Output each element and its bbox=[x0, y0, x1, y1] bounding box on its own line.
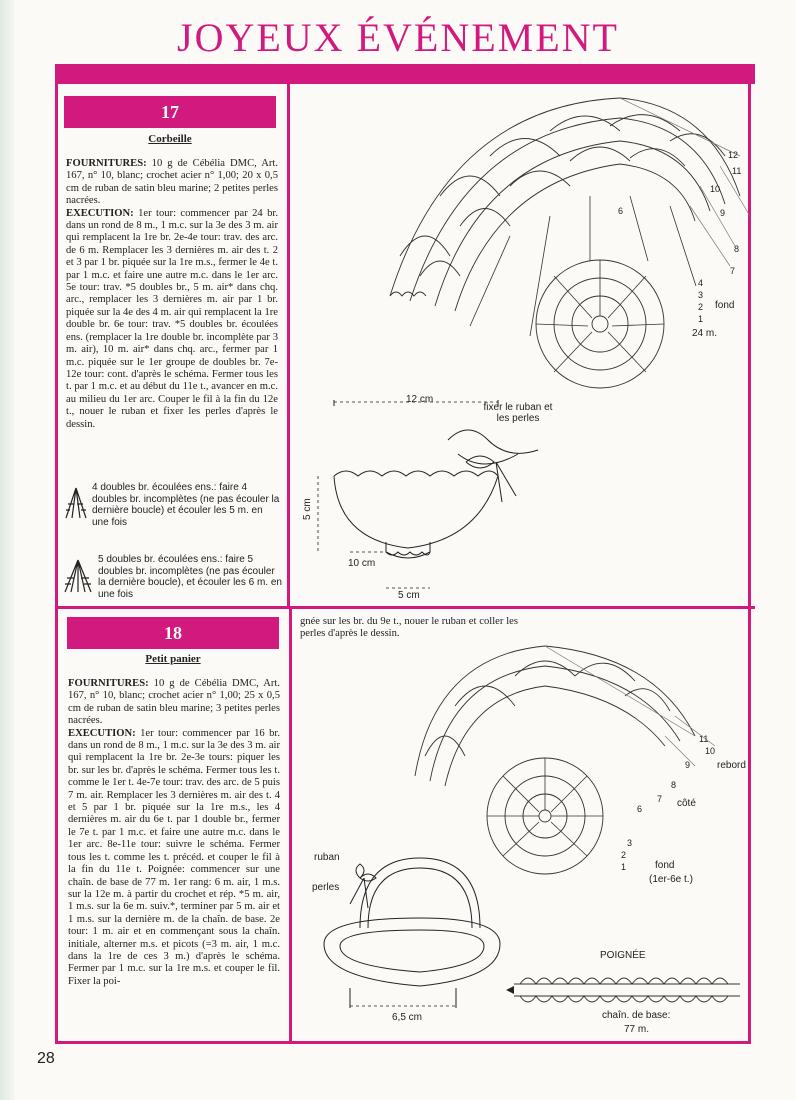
round-label: 6 bbox=[637, 804, 643, 814]
round-label: 10 bbox=[705, 746, 716, 756]
cote-label: côté bbox=[677, 798, 696, 809]
pattern-18-number: 18 bbox=[67, 617, 279, 649]
round-label: 8 bbox=[671, 780, 677, 790]
supplies-label: FOURNITURES: bbox=[68, 678, 149, 689]
supplies-text: 10 g de Cébélia DMC, Art. 167, n° 10, blanc; crochet acier n° 1,00; 20 x 0,5 cm de ruban de satin bleu marine; 2 petites perles nacrées. bbox=[66, 158, 278, 207]
round-label: 8 bbox=[734, 244, 740, 254]
fond-label: fond bbox=[715, 300, 735, 311]
round-label: 9 bbox=[720, 208, 726, 218]
execution-text: 1er tour: commencer par 24 br. dans un rond de 8 m., 1 m.c. sur la 3e des 3 m. air qui remplacent la 1re br. 2e-4e tour: trav. des arc. de 6 m. Remplacer les 3 dernières m. air des t. 2 et 3 par 1 br. piquée sur la 1re m.s., fermer le 4e t. par 1 m.c. et faire une autre m.c. dans le 1er arc. 5e tour: trav. *5 doubles br., 5 m. air* dans chq. arc., remplacer les 3 dernières m. air par 1 br. piquée sur la 4e des 4 m. air qui remplacent la 1re double br. 6e tour: trav. *5 doubles br. écoulées ens. (remplacer la 1re double br. incomplète par 3 m. air), 10 m. air* dans chq. arc., fermer par 1 m.c. piquée sur le 1er groupe de doubles br. 7e-12e tour: cont. d'après le schéma. Fermer tous les t. par 1 m.c. et au début du 11e t., avancer en m.c. au milieu du 1er arc. Couper le fil à la fin du 12e t., nouer le ruban et fixer les perles d'après le dessin. bbox=[66, 207, 278, 430]
pattern-17-instructions bbox=[66, 158, 278, 431]
pattern-18-continuation: gnée sur les br. du 9e t., nouer le ruban et coller les perles d'après le dessin. bbox=[300, 616, 518, 640]
round-label: 10 bbox=[710, 184, 721, 194]
round-label: 2 bbox=[698, 302, 704, 312]
round-label: 1 bbox=[698, 314, 704, 324]
round-label: 7 bbox=[657, 794, 663, 804]
handle-title: POIGNÉE bbox=[600, 950, 646, 961]
execution-label: EXECUTION: bbox=[68, 727, 136, 739]
ribbon-note: fixer le ruban et les perles bbox=[483, 402, 553, 424]
handle-chart bbox=[500, 944, 752, 1040]
fond-label: fond bbox=[655, 860, 675, 871]
pattern-17-number: 17 bbox=[64, 96, 276, 128]
execution-text: 1er tour: commencer par 16 br. dans un rond de 8 m., 1 m.c. sur la 3e des 3 m. air qui remplacent la 1re br. 2e-3e tours: piquer les br. sur les br. d'après le schéma. Fermer tous les t. comme le 1er t. 4e-7e tour: trav. des arc. de 5 puis 7 m. air. Remplacer les 3 dernières m. air des t. 4 et 5 par 1 br. piquée sur la 1re m.s., les 4 dernières m. air du 6e t. par 1 double br., fermer le 7e t. par 1 m.c. et faire une autre m.c. dans le 1er arc. 8e-11e tour: suivre le schéma. Fermer tous les t. comme les t. précéd. et couper le fil à la fin du 11e t. Poignée: commencer sur une chaîn. de base de 77 m. 1er rang: 6 m. air, 1 m.s. sur la 12e m. à partir du crochet et rép. *5 m. air, 1 m.s. sur la 6e m. suiv.*, terminer par 5 m. air et 1 m.s. sur la dernière m. de la chaîn. de base. 2e tour: 1 m. air et en commençant sous la chaîn. initiale, alterner m.s. et picots (=3 m. air, 1 m.c. dans la 1re de ces 3 m.) d'après le schéma. Fermer par 1 m.c. sur la 1re m.s. et couper le fil. Fixer la poi- bbox=[68, 727, 280, 987]
round-label: 4 bbox=[698, 278, 704, 288]
rebord-label: rebord bbox=[717, 760, 746, 771]
page-edge bbox=[0, 0, 14, 1100]
supplies-text: 10 g de Cébélia DMC, Art. 167, n° 10, blanc; crochet acier n° 1,00; 25 x 0,5 cm de ruban de satin bleu marine; 3 petites perles nacrées. bbox=[68, 678, 280, 727]
round-label: 1 bbox=[621, 862, 627, 872]
round-label: 3 bbox=[698, 290, 704, 300]
page-number: 28 bbox=[37, 1050, 55, 1067]
base-chain-count: 77 m. bbox=[624, 1024, 650, 1035]
cluster-5-symbol-icon bbox=[62, 556, 94, 598]
execution-label: EXECUTION: bbox=[66, 207, 134, 219]
page-title: JOYEUX ÉVÉNEMENT bbox=[177, 15, 619, 60]
round-label: 12 bbox=[728, 150, 739, 160]
round-label: 6 bbox=[618, 206, 624, 216]
pattern-17-basket-drawing bbox=[298, 392, 558, 606]
start-chain-label: 24 m. bbox=[692, 328, 718, 339]
round-label: 11 bbox=[699, 734, 709, 744]
cluster-4-symbol-icon bbox=[62, 484, 90, 524]
round-label: 11 bbox=[732, 166, 742, 176]
legend-item-4-trebles: 4 doubles br. écoulées ens.: faire 4 doubles br. incomplètes (ne pas écouler la dernière boucle) et écouler les 5 m. en une fois bbox=[92, 482, 280, 528]
supplies-label: FOURNITURES: bbox=[66, 158, 147, 169]
base-width-label: 5 cm bbox=[398, 590, 420, 601]
pattern-18-instructions bbox=[68, 678, 280, 988]
section-divider bbox=[55, 606, 755, 609]
beads-label: perles bbox=[312, 882, 340, 893]
column-divider-top bbox=[287, 84, 290, 606]
basket-width-label: 6,5 cm bbox=[392, 1012, 423, 1023]
round-label: 7 bbox=[730, 266, 736, 276]
height-label: 5 cm bbox=[302, 498, 313, 520]
pattern-18-basket-drawing bbox=[300, 848, 510, 1028]
width-label: 12 cm bbox=[406, 394, 434, 405]
round-label: 3 bbox=[627, 838, 633, 848]
column-divider-bottom bbox=[289, 609, 292, 1044]
fond-rounds-label: (1er-6e t.) bbox=[649, 874, 693, 885]
title-bar bbox=[55, 64, 755, 84]
round-label: 9 bbox=[685, 760, 691, 770]
base-height-label: 10 cm bbox=[348, 558, 376, 569]
legend-item-5-trebles: 5 doubles br. écoulées ens.: faire 5 doubles br. incomplètes (ne pas écouler la dernière boucle), et écouler les 6 m. en une fois bbox=[98, 554, 282, 600]
round-label: 2 bbox=[621, 850, 627, 860]
base-chain-label: chaîn. de base: bbox=[602, 1010, 671, 1021]
ribbon-label: ruban bbox=[314, 852, 340, 863]
pattern-17-title: Corbeille bbox=[148, 133, 192, 145]
pattern-18-title: Petit panier bbox=[145, 653, 201, 665]
pattern-17-crochet-chart bbox=[380, 86, 760, 391]
